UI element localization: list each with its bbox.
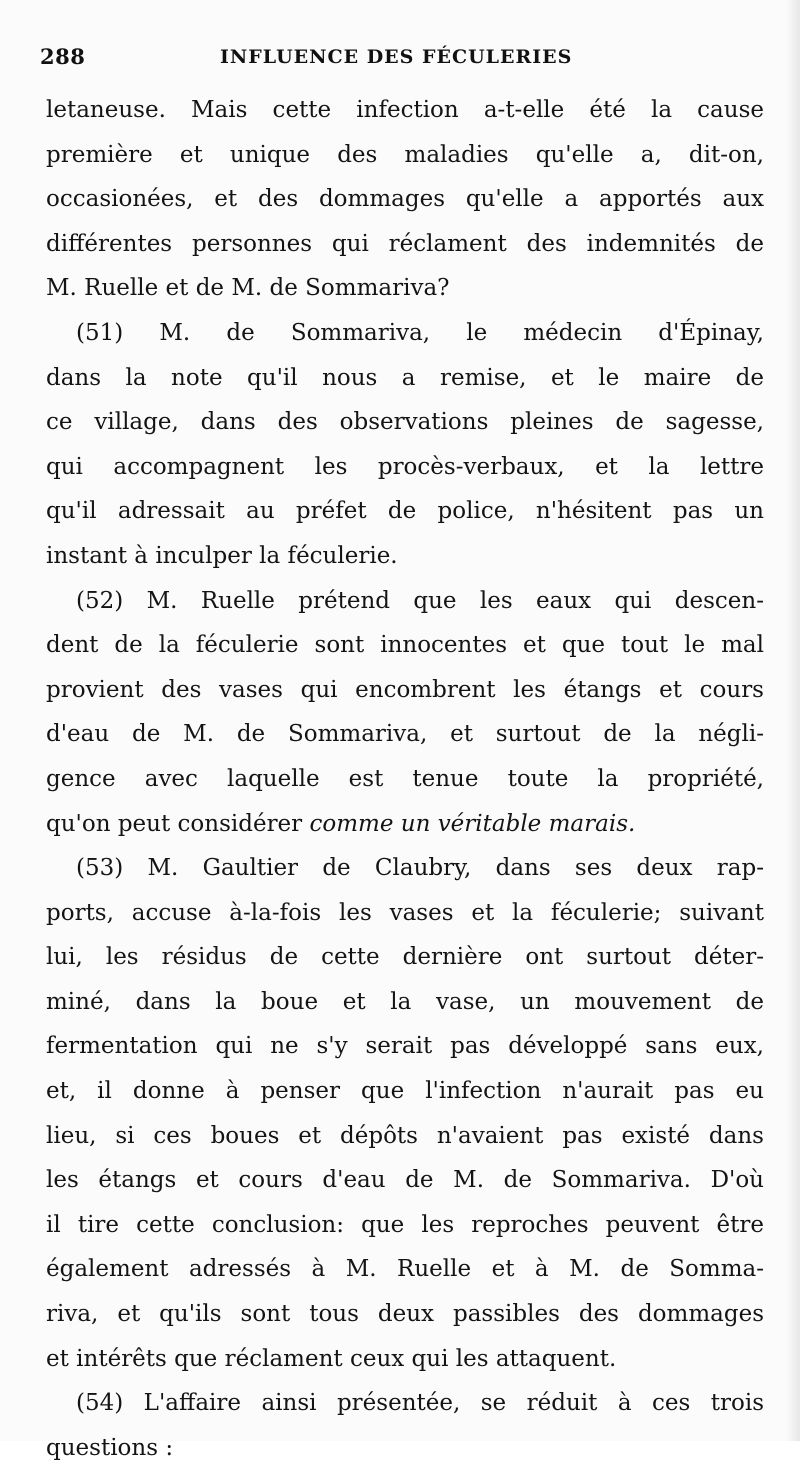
text-line: lieu, si ces boues et dépôts n'avaient pas existé dans [46,1122,764,1149]
text-line: première et unique des maladies qu'elle a, dit-on, [46,141,764,168]
paragraph-54-start: (54) L'affaire ainsi présentée, se réduit à ces trois [76,1390,764,1417]
paragraph-53-start: (53) M. Gaultier de Claubry, dans ses deux rap- [76,855,764,882]
text-line: instant à inculper la féculerie. [46,542,398,569]
body-text [46,88,764,1470]
text-line: M. Ruelle et de M. de Sommariva? [46,275,450,302]
paragraph-51-start: (51) M. de Sommariva, le médecin d'Épinay, [76,319,764,346]
text-line: gence avec laquelle est tenue toute la propriété, [46,765,764,792]
text-line: également adressés à M. Ruelle et à M. de Somma- [46,1256,764,1283]
running-title: INFLUENCE DES FÉCULERIES [220,46,573,68]
text-line: miné, dans la boue et la vase, un mouvement de [46,988,764,1015]
text-line: et intérêts que réclament ceux qui les attaquent. [46,1345,617,1372]
text-line: qui accompagnent les procès-verbaux, et la lettre [46,453,764,480]
text-line: occasionées, et des dommages qu'elle a apportés aux [46,186,764,213]
text-segment: qu'on peut considérer [46,810,310,837]
text-line-with-italic [46,802,764,847]
text-line: dent de la féculerie sont innocentes et que tout le mal [46,632,764,659]
text-line: provient des vases qui encombrent les étangs et cours [46,676,764,703]
italic-phrase: comme un véritable marais. [309,810,636,837]
text-line: questions : [46,1434,174,1461]
page-number: 288 [40,44,86,69]
text-line: fermentation qui ne s'y serait pas développé sans eux, [46,1033,764,1060]
paragraph-52-start: (52) M. Ruelle prétend que les eaux qui descen- [76,587,764,614]
text-line: il tire cette conclusion: que les reproches peuvent être [46,1211,764,1238]
text-line: dans la note qu'il nous a remise, et le maire de [46,364,764,391]
running-head [40,40,780,74]
text-line: riva, et qu'ils sont tous deux passibles des dommages [46,1301,764,1328]
text-line: différentes personnes qui réclament des indemnités de [46,230,764,257]
text-line: et, il donne à penser que l'infection n'aurait pas eu [46,1078,764,1105]
text-line: lui, les résidus de cette dernière ont surtout déter- [46,944,764,971]
text-line: qu'il adressait au préfet de police, n'hésitent pas un [46,498,764,525]
text-line: letaneuse. Mais cette infection a-t-elle été la cause [46,97,764,123]
text-line: ports, accuse à-la-fois les vases et la féculerie; suivant [46,899,764,926]
text-line: d'eau de M. de Sommariva, et surtout de la négli- [46,721,764,748]
text-line: les étangs et cours d'eau de M. de Sommariva. D'où [46,1167,764,1194]
text-line: ce village, dans des observations pleines de sagesse, [46,409,764,436]
